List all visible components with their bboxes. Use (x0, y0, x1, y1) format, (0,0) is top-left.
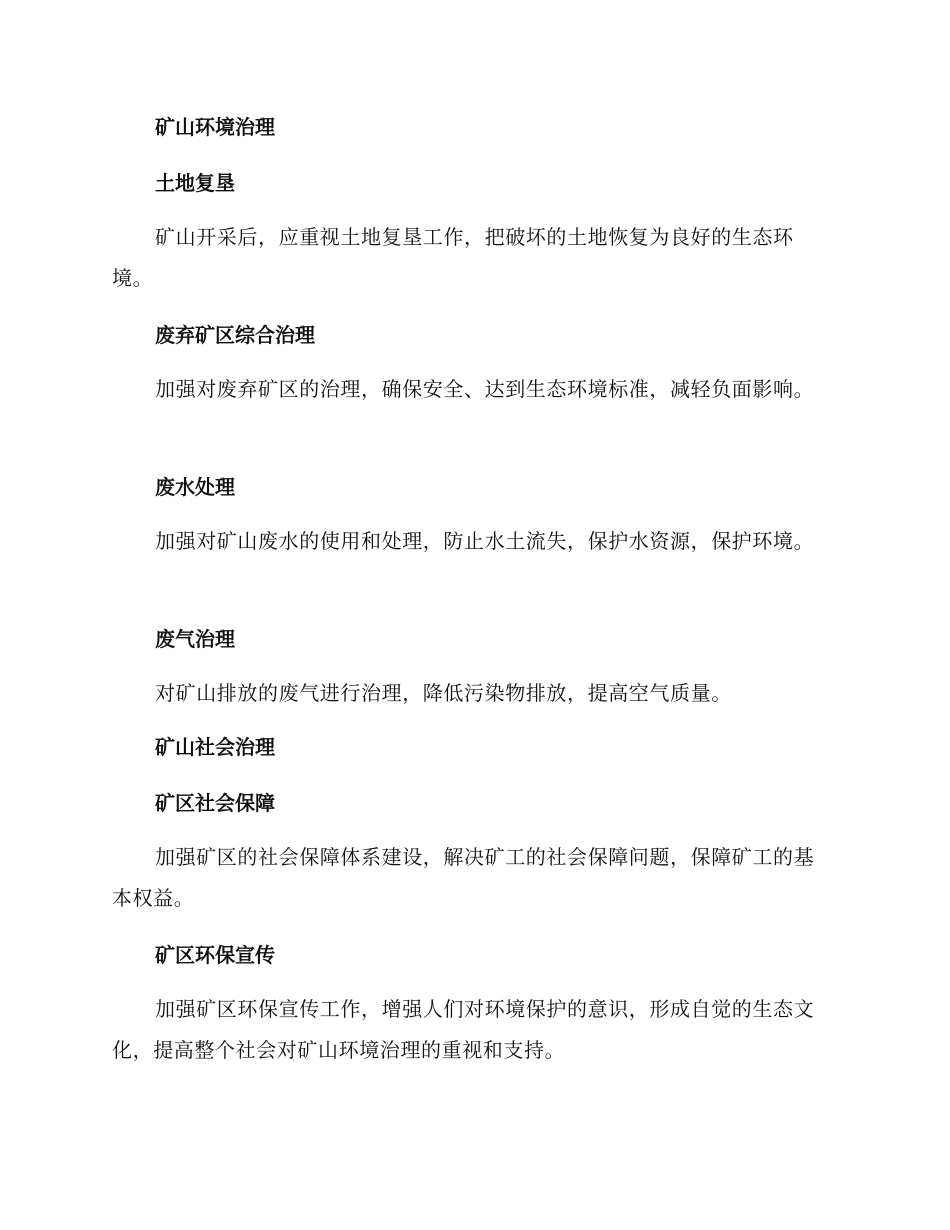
paragraph-wastewater: 加强对矿山废水的使用和处理，防止水土流失，保护水资源，保护环境。 (155, 529, 815, 553)
subheading-env-publicity: 矿区环保宣传 (155, 943, 275, 967)
section-heading-mine-society: 矿山社会治理 (155, 735, 275, 759)
subheading-land-reclamation: 土地复垦 (155, 171, 235, 195)
section-heading-mine-environment: 矿山环境治理 (155, 115, 275, 139)
subheading-exhaust-gas: 废气治理 (155, 627, 235, 651)
paragraph-land-reclamation: 矿山开采后，应重视土地复垦工作，把破坏的土地恢复为良好的生态环境。 (112, 225, 794, 290)
paragraph-exhaust-gas: 对矿山排放的废气进行治理，降低污染物排放，提高空气质量。 (155, 681, 732, 705)
subheading-social-security: 矿区社会保障 (155, 791, 275, 815)
paragraph-social-security: 加强矿区的社会保障体系建设，解决矿工的社会保障问题，保障矿工的基本权益。 (112, 845, 815, 910)
subheading-abandoned-mine: 废弃矿区综合治理 (155, 323, 315, 347)
paragraph-abandoned-mine: 加强对废弃矿区的治理，确保安全、达到生态环境标准，减轻负面影响。 (155, 377, 815, 401)
subheading-wastewater: 废水处理 (155, 475, 235, 499)
paragraph-env-publicity: 加强矿区环保宣传工作，增强人们对环境保护的意识，形成自觉的生态文化，提高整个社会对矿山环境治理的重视和支持。 (112, 997, 815, 1062)
